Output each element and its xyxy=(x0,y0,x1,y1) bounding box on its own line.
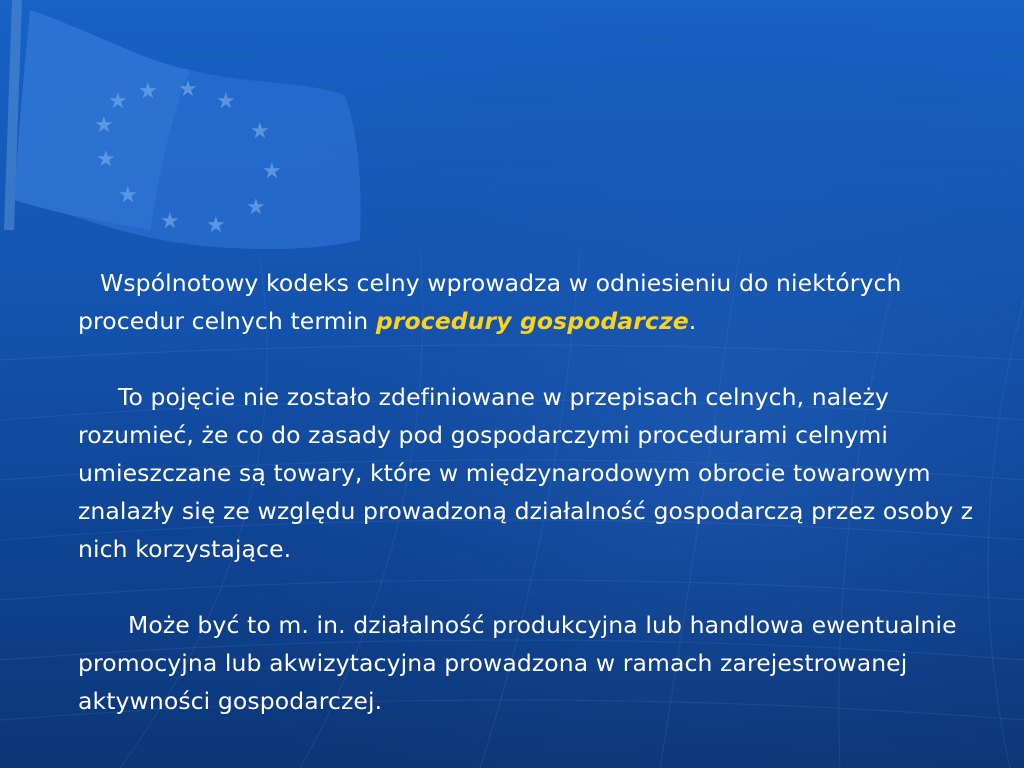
definition-text: To pojęcie nie zostało zdefiniowane w przepisach celnych, należy rozumieć, że co do zasady pod gospodarczymi procedurami celnymi umieszczane są towary, które w międzynarodowym obrocie towarowym znalazły się ze względu prowadzoną działalność gospodarczą przez osoby z nich korzystające. xyxy=(78,383,974,563)
intro-text: Wspólnotowy kodeks celny wprowadza w odniesieniu do niektórych procedur celnych termin xyxy=(78,269,902,335)
svg-text:★: ★ xyxy=(178,77,198,102)
paragraph-intro xyxy=(78,264,998,340)
svg-text:★: ★ xyxy=(118,183,138,208)
svg-text:★: ★ xyxy=(94,113,114,138)
paragraph-examples xyxy=(78,606,998,720)
svg-text:★: ★ xyxy=(262,159,282,184)
paragraph-definition xyxy=(78,378,998,568)
svg-text:★: ★ xyxy=(246,195,266,220)
svg-text:★: ★ xyxy=(206,213,226,238)
svg-text:★: ★ xyxy=(160,209,180,234)
slide-body xyxy=(78,264,998,720)
examples-text: Może być to m. in. działalność produkcyjna lub handlowa ewentualnie promocyjna lub akwizytacyjna prowadzona w ramach zarejestrowanej aktywności gospodarczej. xyxy=(78,611,957,715)
svg-text:★: ★ xyxy=(250,119,270,144)
svg-text:★: ★ xyxy=(216,89,236,114)
intro-period: . xyxy=(688,307,697,335)
svg-text:★: ★ xyxy=(108,89,128,114)
svg-text:★: ★ xyxy=(138,79,158,104)
highlight-term: procedury gospodarcze xyxy=(375,307,689,335)
svg-text:★: ★ xyxy=(96,147,116,172)
